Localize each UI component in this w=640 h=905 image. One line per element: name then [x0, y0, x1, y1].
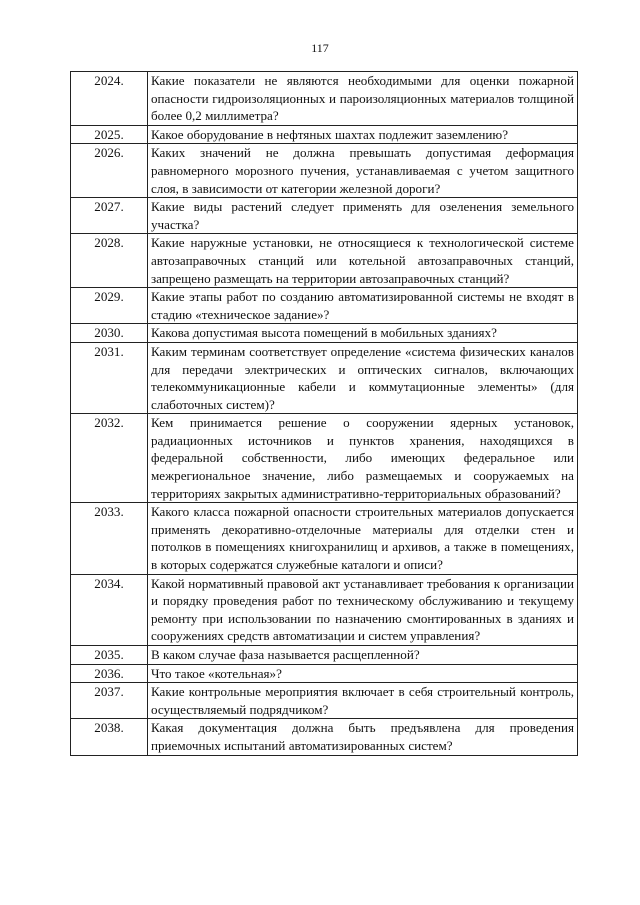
table-row	[71, 125, 578, 144]
question-text: Какие наружные установки, не относящиеся к технологической системе автозаправочных станций или котельной автозаправочных станций, запрещено размещать на территории автозаправочных станций?	[148, 234, 578, 288]
page-number: 117	[311, 41, 329, 55]
question-number: 2027.	[71, 198, 148, 234]
question-number: 2038.	[71, 719, 148, 755]
question-text: Каким терминам соответствует определение «система физических каналов для передачи электрических и оптических сигналов, включающих телекоммуникационные кабели и коммутационные элементы» (для слаботочных систем)?	[148, 342, 578, 413]
question-text: Какие этапы работ по созданию автоматизированной системы не входят в стадию «техническое задание»?	[148, 288, 578, 324]
table-row	[71, 414, 578, 503]
question-number: 2030.	[71, 324, 148, 343]
question-text: Какие виды растений следует применять для озеленения земельного участка?	[148, 198, 578, 234]
question-text: В каком случае фаза называется расщепленной?	[148, 646, 578, 665]
question-number: 2035.	[71, 646, 148, 665]
question-text: Какого класса пожарной опасности строительных материалов допускается применять декоративно-отделочные материалы для отделки стен и потолков в помещениях книгохранилищ и архивов, а также в помещениях, в которых содержатся служебные каталоги и описи?	[148, 503, 578, 574]
table-row	[71, 574, 578, 645]
table-row	[71, 288, 578, 324]
question-number: 2037.	[71, 683, 148, 719]
question-text: Какое оборудование в нефтяных шахтах подлежит заземлению?	[148, 125, 578, 144]
question-text: Какие показатели не являются необходимыми для оценки пожарной опасности гидроизоляционных и пароизоляционных материалов толщиной более 0,2 миллиметра?	[148, 72, 578, 126]
question-number: 2036.	[71, 664, 148, 683]
question-number: 2031.	[71, 342, 148, 413]
question-number: 2026.	[71, 144, 148, 198]
question-number: 2028.	[71, 234, 148, 288]
table-row	[71, 683, 578, 719]
question-number: 2032.	[71, 414, 148, 503]
question-number: 2033.	[71, 503, 148, 574]
table-row	[71, 342, 578, 413]
table-row	[71, 144, 578, 198]
table-row	[71, 324, 578, 343]
questions-table-body	[71, 72, 578, 756]
table-row	[71, 198, 578, 234]
question-text: Какие контрольные мероприятия включает в себя строительный контроль, осуществляемый подрядчиком?	[148, 683, 578, 719]
questions-table	[70, 71, 578, 756]
question-number: 2034.	[71, 574, 148, 645]
question-text: Каких значений не должна превышать допустимая деформация равномерного морозного пучения, устанавливаемая с учетом защитного слоя, в зависимости от категории железной дороги?	[148, 144, 578, 198]
question-text: Кем принимается решение о сооружении ядерных установок, радиационных источников и пунктов хранения, находящихся в федеральной собственности, либо имеющих федеральное или межрегиональное значение, либо размещаемых и сооружаемых на территориях закрытых административно-территориальных образований?	[148, 414, 578, 503]
table-row	[71, 503, 578, 574]
table-row	[71, 664, 578, 683]
table-row	[71, 719, 578, 755]
question-text: Какова допустимая высота помещений в мобильных зданиях?	[148, 324, 578, 343]
question-number: 2025.	[71, 125, 148, 144]
question-number: 2029.	[71, 288, 148, 324]
table-row	[71, 72, 578, 126]
question-text: Что такое «котельная»?	[148, 664, 578, 683]
question-text: Какой нормативный правовой акт устанавливает требования к организации и порядку проведения работ по техническому обслуживанию и текущему ремонту при использовании по назначению смонтированных в зданиях и сооружениях средств автоматизации и систем управления?	[148, 574, 578, 645]
table-row	[71, 646, 578, 665]
question-text: Какая документация должна быть предъявлена для проведения приемочных испытаний автоматизированных систем?	[148, 719, 578, 755]
table-row	[71, 234, 578, 288]
question-number: 2024.	[71, 72, 148, 126]
